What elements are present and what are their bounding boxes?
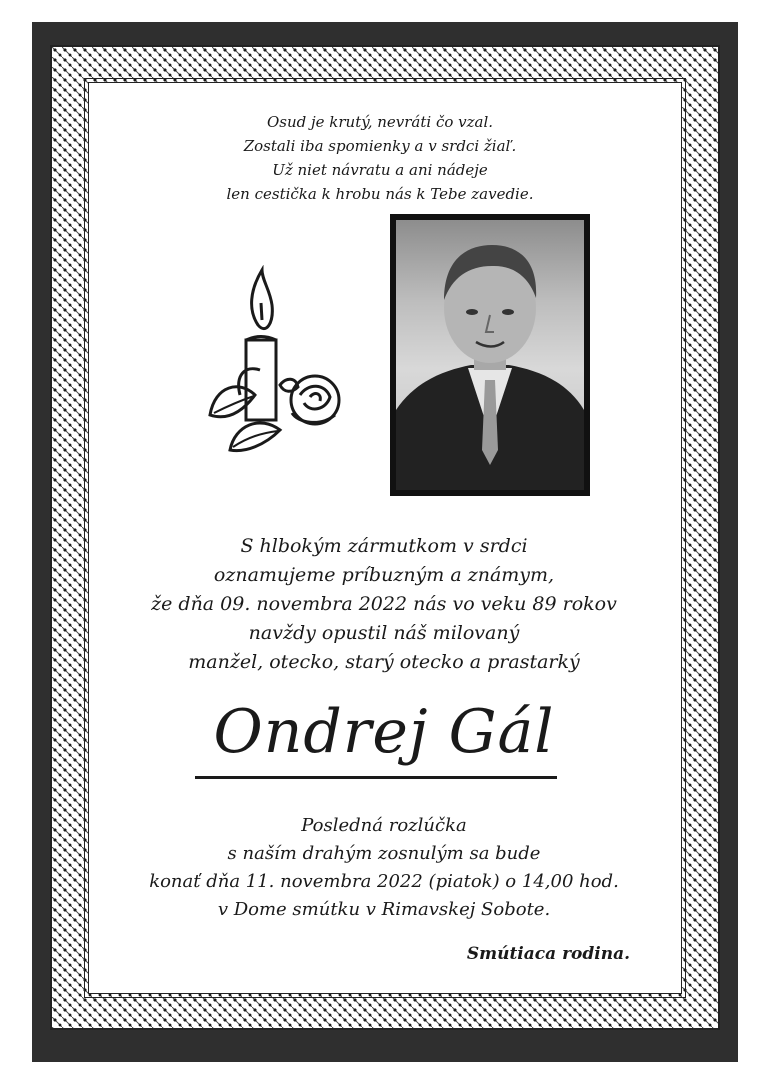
portrait-photo <box>396 220 584 490</box>
funeral-details <box>110 812 658 924</box>
poem-line: Osud je krutý, nevráti čo vzal. <box>266 113 494 131</box>
name-underline <box>195 776 557 779</box>
poem <box>180 110 580 206</box>
candle-rose-icon <box>200 265 350 460</box>
portrait-silhouette <box>396 220 584 490</box>
announcement-line: S hlbokým zármutkom v srdci <box>240 535 528 557</box>
poem-line: Zostali iba spomienky a v srdci žiaľ. <box>243 137 517 155</box>
deceased-name: Ondrej Gál <box>213 697 555 767</box>
announcement-line: že dňa 09. novembra 2022 nás vo veku 89 rokov <box>151 593 617 615</box>
announcement <box>110 532 658 677</box>
signature: Smútiaca rodina. <box>466 944 630 964</box>
announcement-line: manžel, otecko, starý otecko a prastarký <box>188 651 580 673</box>
funeral-line: Posledná rozlúčka <box>301 815 467 836</box>
announcement-line: navždy opustil náš milovaný <box>248 622 520 644</box>
announcement-line: oznamujeme príbuzným a známym, <box>213 564 555 586</box>
funeral-line: s naším drahým zosnulým sa bude <box>227 843 541 864</box>
funeral-line: v Dome smútku v Rimavskej Sobote. <box>217 899 551 920</box>
portrait-frame <box>390 214 590 496</box>
poem-line: len cestička k hrobu nás k Tebe zavedie. <box>226 185 534 203</box>
poem-line: Už niet návratu a ani nádeje <box>272 161 488 179</box>
funeral-line: konať dňa 11. novembra 2022 (piatok) o 14,00 hod. <box>149 871 619 892</box>
